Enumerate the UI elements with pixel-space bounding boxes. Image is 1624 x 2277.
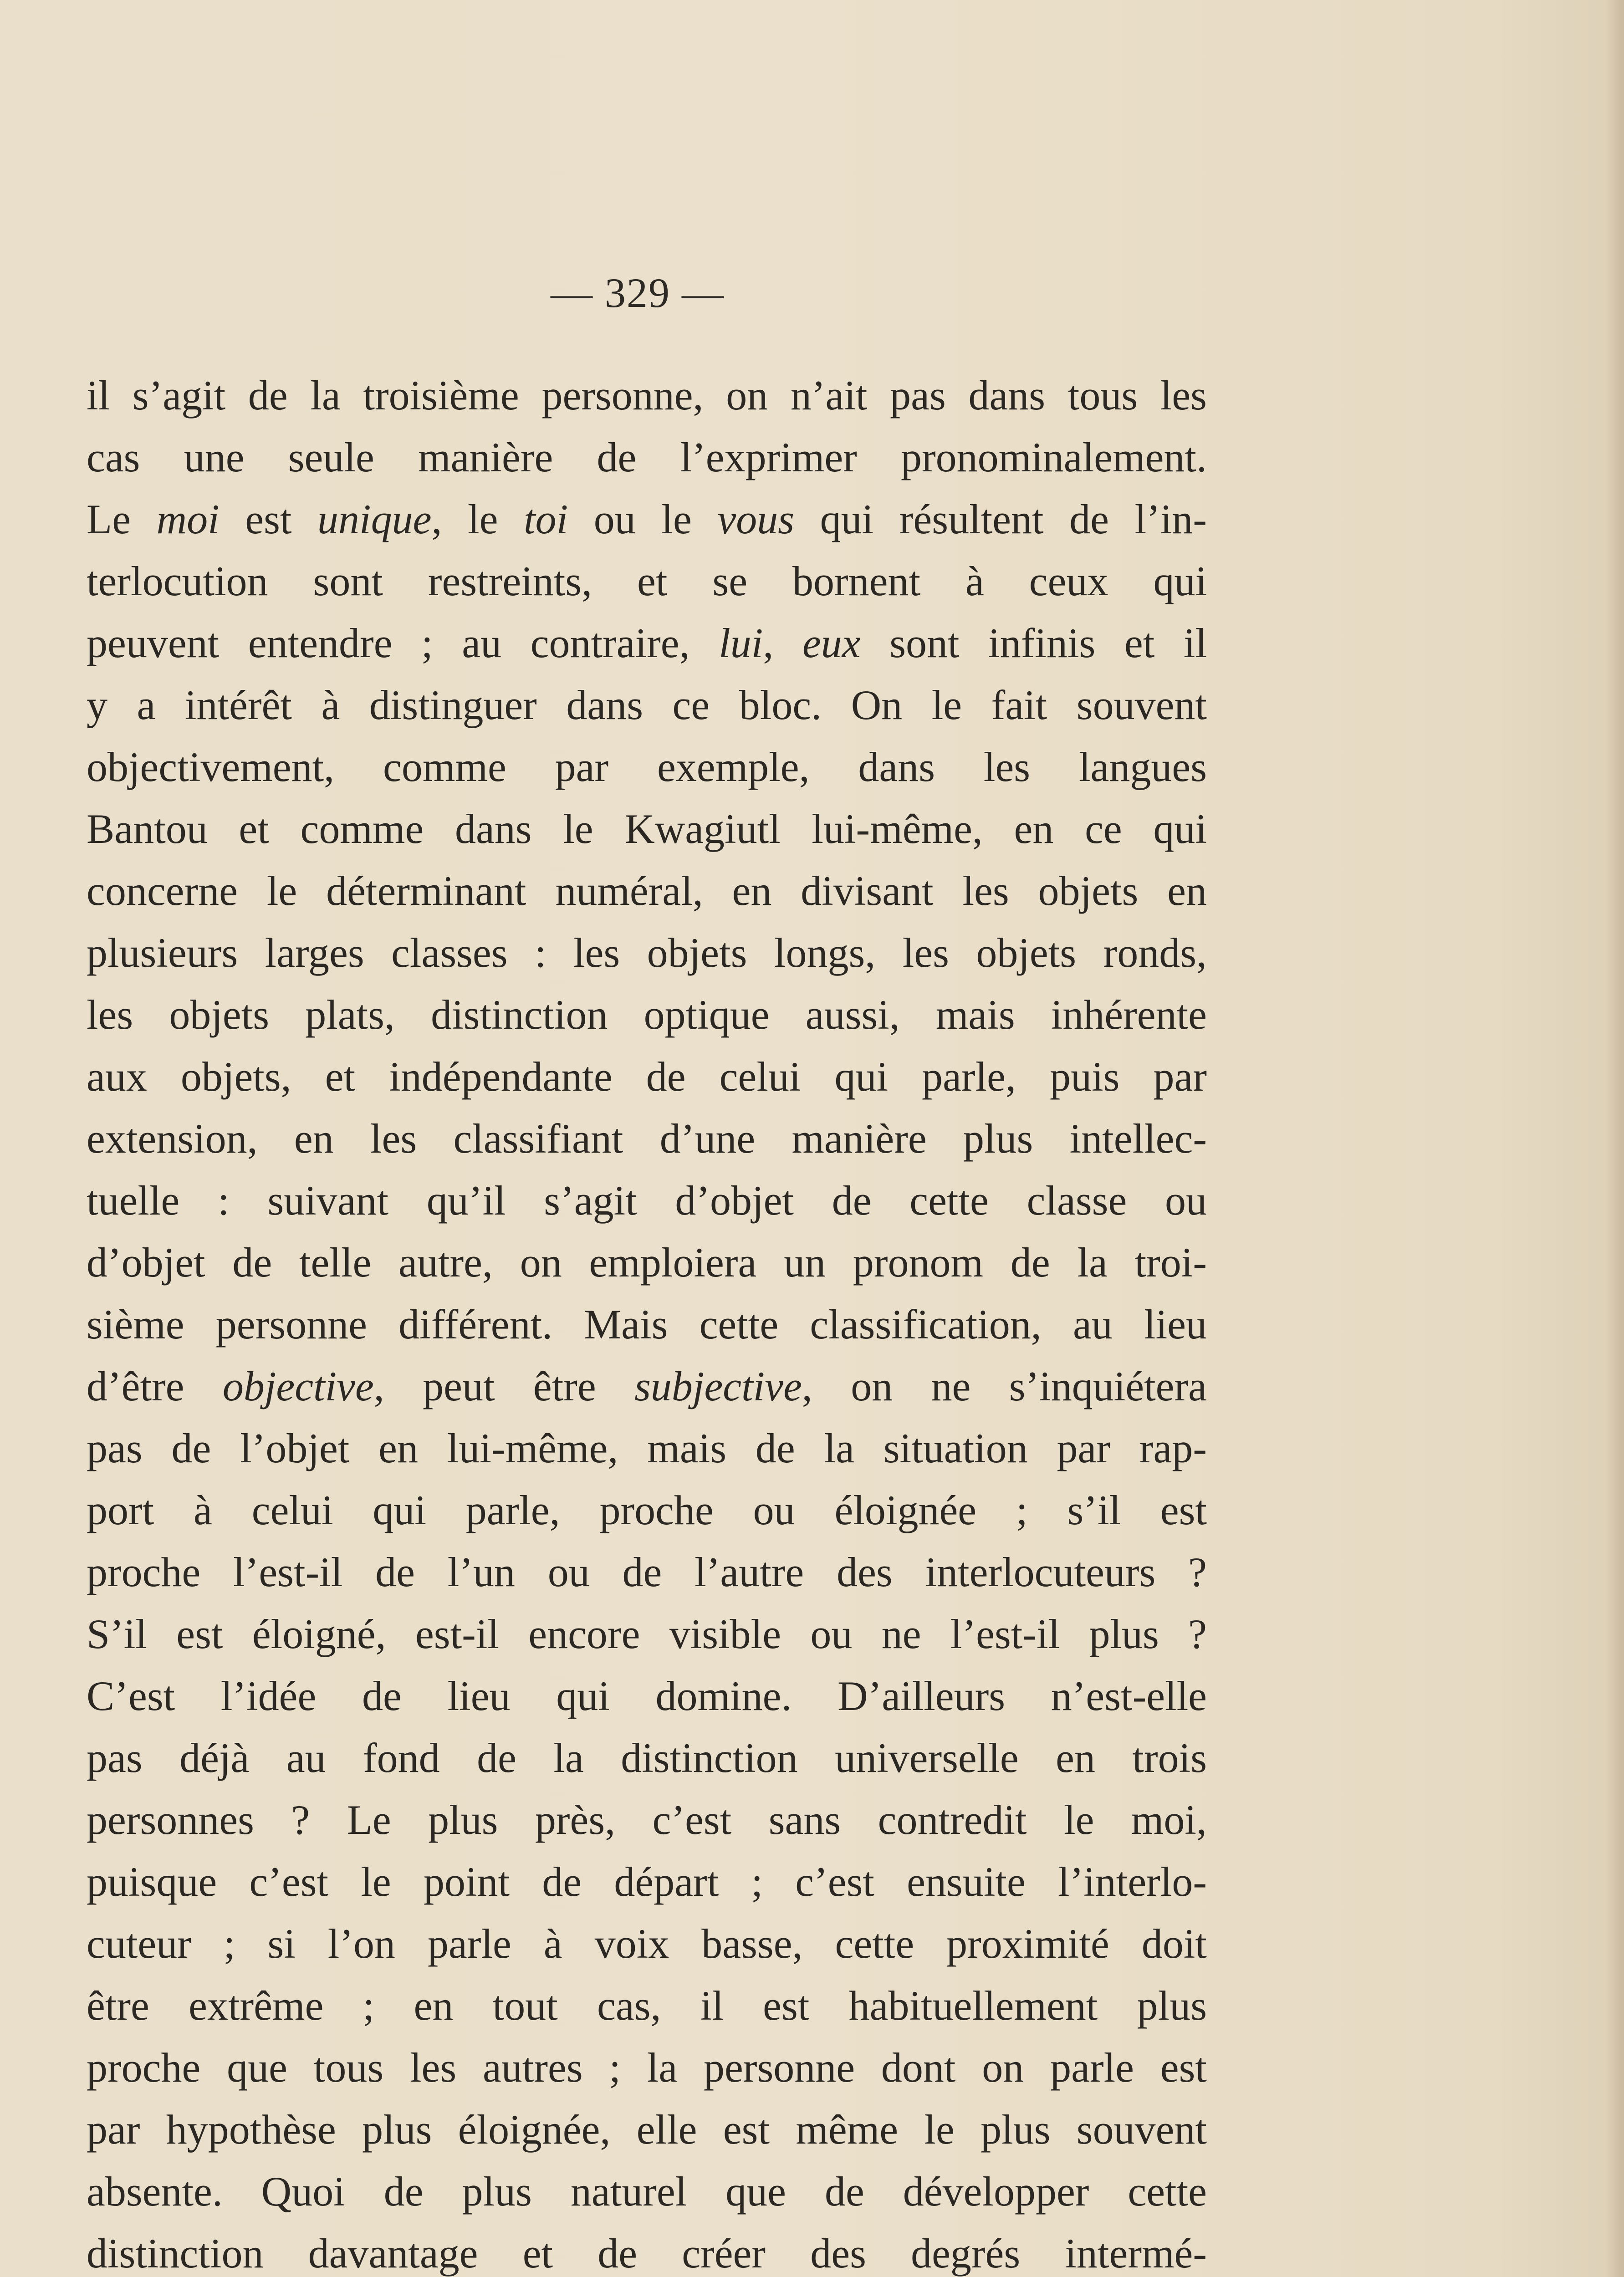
italic-term: vous (717, 496, 795, 542)
text-line: d’objet de telle autre, on emploiera un pronom de la troi- (87, 1239, 1207, 1286)
text-line: S’il est éloigné, est-il encore visible ou ne l’est-il plus ? (87, 1611, 1207, 1657)
text-line: tuelle : suivant qu’il s’agit d’objet de cette classe ou (87, 1177, 1207, 1224)
italic-term: eux (802, 620, 861, 666)
text-line: pas déjà au fond de la distinction universelle en trois (87, 1735, 1207, 1781)
text-line: par hypothèse plus éloignée, elle est même le plus souvent (87, 2106, 1207, 2153)
text-line: puisque c’est le point de départ ; c’est ensuite l’interlo- (87, 1858, 1207, 1905)
text-line: être extrême ; en tout cas, il est habituellement plus (87, 1982, 1207, 2029)
text-line: proche que tous les autres ; la personne dont on parle est (87, 2044, 1207, 2091)
text-line: cuteur ; si l’on parle à voix basse, cette proximité doit (87, 1920, 1207, 1967)
italic-term: lui (719, 620, 763, 666)
text-line: cas une seule manière de l’exprimer pronominalement. (87, 434, 1207, 480)
text-line: d’être objective, peut être subjective, on ne s’inquiétera (87, 1363, 1207, 1409)
text-line: plusieurs larges classes : les objets longs, les objets ronds, (87, 929, 1207, 976)
text-line: absente. Quoi de plus naturel que de développer cette (87, 2168, 1207, 2215)
page-number: — 329 — (551, 270, 725, 316)
text-line: peuvent entendre ; au contraire, lui, eux sont infinis et il (87, 620, 1207, 666)
text-line: pas de l’objet en lui-même, mais de la situation par rap- (87, 1425, 1207, 1471)
text-line: extension, en les classifiant d’une manière plus intellec- (87, 1115, 1207, 1162)
text-line: Bantou et comme dans le Kwagiutl lui-même, en ce qui (87, 806, 1207, 852)
text-line: distinction davantage et de créer des degrés intermé- (87, 2230, 1207, 2277)
text-line: y a intérêt à distinguer dans ce bloc. On le fait souvent (87, 682, 1207, 728)
text-line: objectivement, comme par exemple, dans les langues (87, 744, 1207, 790)
text-line: port à celui qui parle, proche ou éloignée ; s’il est (87, 1487, 1207, 1533)
page-edge-shadow (1606, 0, 1624, 2277)
italic-term: subjective (634, 1363, 802, 1409)
italic-term: objective (222, 1363, 374, 1409)
text-line: terlocution sont restreints, et se bornent à ceux qui (87, 558, 1207, 604)
text-line: proche l’est-il de l’un ou de l’autre des interlocuteurs ? (87, 1549, 1207, 1595)
italic-term: unique (317, 496, 432, 542)
text-line: aux objets, et indépendante de celui qui parle, puis par (87, 1053, 1207, 1100)
text-line: C’est l’idée de lieu qui domine. D’ailleurs n’est-elle (87, 1673, 1207, 1719)
text-line: Le moi est unique, le toi ou le vous qui résultent de l’in- (87, 496, 1207, 542)
text-line: les objets plats, distinction optique aussi, mais inhérente (87, 991, 1207, 1038)
text-line: sième personne différent. Mais cette classification, au lieu (87, 1301, 1207, 1348)
italic-term: moi (156, 496, 220, 542)
text-line: personnes ? Le plus près, c’est sans contredit le moi, (87, 1797, 1207, 1843)
text-line: concerne le déterminant numéral, en divisant les objets en (87, 868, 1207, 914)
body-text (87, 364, 1207, 2277)
italic-term: toi (524, 496, 568, 542)
text-line: il s’agit de la troisième personne, on n’ait pas dans tous les (87, 372, 1207, 419)
